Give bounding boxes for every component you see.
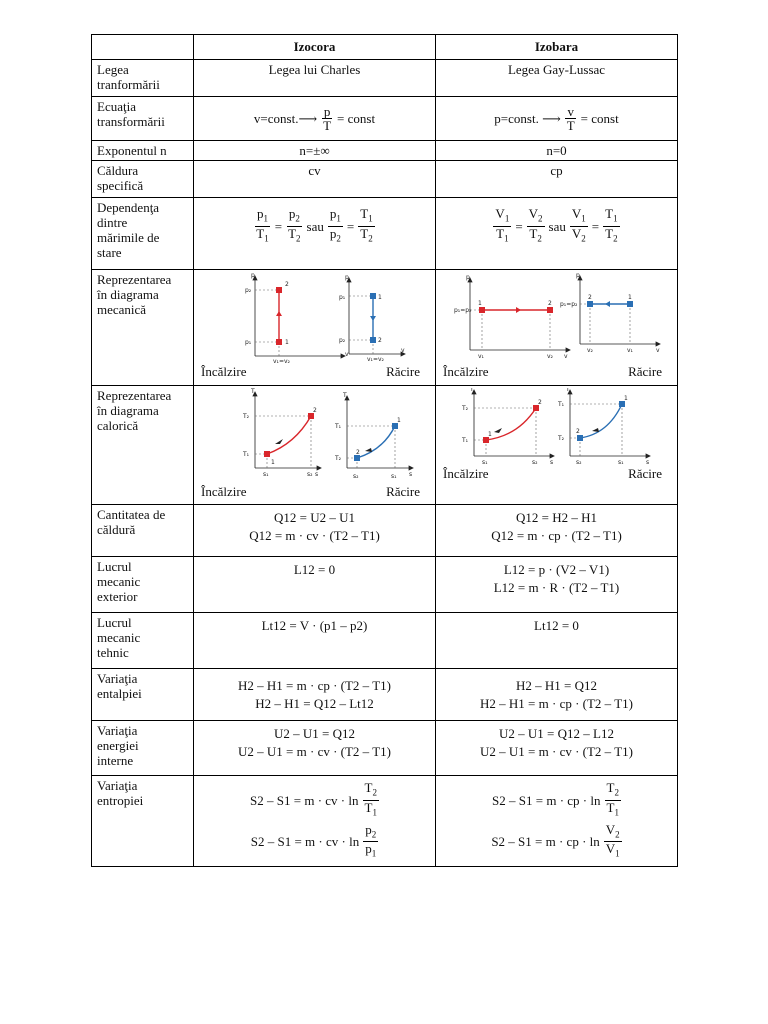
formula-line: L12 = p · (V2 – V1) — [503, 562, 610, 577]
svg-text:s: s — [314, 471, 318, 478]
label-ecuatia: Ecuaţia transformării — [92, 97, 194, 141]
svg-text:2: 2 — [587, 294, 592, 301]
label-entropie: Variaţia entropiei — [92, 776, 194, 867]
svg-text:T₁: T₁ — [242, 451, 249, 458]
svg-text:T₂: T₂ — [461, 405, 468, 412]
svg-text:T₂: T₂ — [557, 435, 564, 442]
label-lucrul-ext: Lucrul mecanic exterior — [92, 557, 194, 613]
svg-text:v₁: v₁ — [477, 353, 484, 360]
svg-text:1: 1 — [377, 294, 382, 301]
eq-den: T — [566, 118, 575, 133]
sau-word: sau — [548, 218, 566, 234]
svg-text:v₁=v₂: v₁=v₂ — [366, 356, 384, 363]
svg-text:T₁: T₁ — [461, 437, 468, 444]
row-caldura — [92, 161, 678, 198]
formula-line: Q12 = m · cv · (T2 – T1) — [249, 528, 380, 543]
row-energie — [92, 721, 678, 776]
svg-text:p₁=p₂: p₁=p₂ — [453, 307, 471, 314]
lucrul-teh-izocora — [194, 613, 436, 669]
formula-line: U2 – U1 = Q12 — [274, 726, 355, 741]
svg-text:T₁: T₁ — [557, 401, 564, 408]
dependenta-izocora: $p_1$ $T_1$ = $p_2$ $T_2$ sau $p_1$ $p_2$ = $T_1$ $T_2$ — [194, 198, 436, 270]
row-lucrul-teh — [92, 613, 678, 669]
formula-line: U2 – U1 = m · cv · (T2 – T1) — [238, 744, 391, 759]
svg-text:s₁: s₁ — [617, 459, 624, 466]
caption-heat: Încălzire — [443, 466, 489, 481]
lucrul-ext-izocora — [194, 557, 436, 613]
svg-text:v₁: v₁ — [626, 347, 633, 354]
label-caldura: Căldura specifică — [92, 161, 194, 198]
mecanica-izocora — [194, 270, 436, 386]
formula-line: Q12 = U2 – U1 — [274, 510, 355, 525]
dependenta-izobara: $V_1$ $T_1$ = $V_2$ $T_2$ sau $V_1$ $V_2$ = $T_1$ $T_2$ — [436, 198, 678, 270]
entropy-lhs: S2 – S1 = m · cp · ln — [492, 792, 601, 808]
svg-text:2: 2 — [537, 399, 542, 406]
ts-diagram-izochoric — [215, 388, 415, 484]
cantitatea-izocora — [194, 505, 436, 557]
entropie-izocora: S2 – S1 = m · cv · ln $T_2$ $T_1$ S2 – S1 = m · cv · ln $p_2$ $p_1$ — [194, 776, 436, 867]
formula-line: Lt12 = V · (p1 – p2) — [261, 618, 368, 633]
formula-line: Lt12 = 0 — [534, 618, 579, 633]
svg-text:T: T — [469, 388, 474, 393]
svg-text:1: 1 — [396, 417, 401, 424]
eq-den: T — [323, 118, 332, 133]
formula-line: H2 – H1 = Q12 — [516, 678, 597, 693]
svg-text:s: s — [408, 471, 412, 478]
row-entalpie — [92, 669, 678, 721]
caldura-izocora: cv — [194, 161, 436, 198]
entropie-izobara: S2 – S1 = m · cp · ln $T_2$ $T_1$ S2 – S1 = m · cp · ln $V_2$ $V_1$ — [436, 776, 678, 867]
label-entalpie: Variaţia entalpiei — [92, 669, 194, 721]
svg-text:T₂: T₂ — [242, 413, 249, 420]
label-mecanica: Reprezentarea în diagrama mecanică — [92, 270, 194, 386]
label-dependenta: Dependenţa dintre mărimile de stare — [92, 198, 194, 270]
svg-text:p: p — [344, 274, 349, 281]
row-lege — [92, 60, 678, 97]
pv-diagram-izochoric — [215, 272, 415, 364]
svg-text:p₁: p₁ — [338, 294, 345, 301]
entropy-lhs: S2 – S1 = m · cp · ln — [491, 834, 600, 850]
caption-heat: Încălzire — [201, 484, 247, 499]
row-cantitatea — [92, 505, 678, 557]
label-exponent: Exponentul n — [92, 141, 194, 161]
formula-line: H2 – H1 = Q12 – Lt12 — [255, 696, 374, 711]
svg-text:v: v — [344, 351, 349, 358]
row-lucrul-ext — [92, 557, 678, 613]
row-dependenta — [92, 198, 678, 270]
cantitatea-izobara — [436, 505, 678, 557]
svg-text:s₂: s₂ — [352, 473, 359, 480]
svg-text:2: 2 — [355, 449, 360, 456]
pv-diagram-isobaric — [452, 272, 662, 364]
svg-text:p₁: p₁ — [244, 339, 251, 346]
eq-pre: v=const.⟶ — [253, 111, 318, 126]
svg-text:s₂: s₂ — [531, 459, 538, 466]
svg-text:v₂: v₂ — [546, 353, 553, 360]
svg-text:p: p — [575, 272, 580, 279]
calorica-izocora — [194, 386, 436, 505]
svg-text:v₁=v₂: v₁=v₂ — [272, 358, 290, 364]
svg-text:v₂: v₂ — [586, 347, 593, 354]
lucrul-ext-izobara — [436, 557, 678, 613]
label-lege: Legea tranformării — [92, 60, 194, 97]
lege-izocora: Legea lui Charles — [194, 60, 436, 97]
row-calorica — [92, 386, 678, 505]
thermo-table — [91, 34, 678, 867]
header-empty — [92, 35, 194, 60]
label-calorica: Reprezentarea în diagrama calorică — [92, 386, 194, 505]
svg-text:s₁: s₁ — [481, 459, 488, 466]
row-ecuatia — [92, 97, 678, 141]
svg-text:T: T — [342, 392, 347, 399]
svg-text:s₁: s₁ — [262, 471, 269, 478]
svg-text:s: s — [549, 459, 553, 466]
eq-pre: p=const. ⟶ — [494, 111, 561, 126]
exponent-izocora: n=±∞ — [194, 141, 436, 161]
ecuatia-izobara — [436, 97, 678, 141]
header-row — [92, 35, 678, 60]
caption-heat: Încălzire — [443, 364, 489, 379]
svg-text:T: T — [250, 388, 255, 395]
svg-text:2: 2 — [547, 300, 552, 307]
ecuatia-izocora — [194, 97, 436, 141]
label-energie: Variaţia energiei interne — [92, 721, 194, 776]
row-mecanica — [92, 270, 678, 386]
ts-diagram-isobaric — [452, 388, 662, 466]
caption-cool: Răcire — [386, 364, 420, 379]
svg-text:T: T — [565, 388, 570, 393]
svg-text:2: 2 — [312, 407, 317, 414]
svg-text:1: 1 — [487, 431, 492, 438]
svg-text:v: v — [655, 347, 660, 354]
energie-izobara — [436, 721, 678, 776]
formula-line: U2 – U1 = m · cv · (T2 – T1) — [480, 744, 633, 759]
entalpie-izocora — [194, 669, 436, 721]
energie-izocora — [194, 721, 436, 776]
caldura-izobara: cp — [436, 161, 678, 198]
exponent-izobara: n=0 — [436, 141, 678, 161]
svg-text:2: 2 — [284, 281, 289, 288]
sau-word: sau — [306, 218, 324, 234]
svg-text:p: p — [465, 274, 470, 281]
svg-text:p₁=p₂: p₁=p₂ — [559, 301, 577, 308]
entropy-lhs: S2 – S1 = m · cv · ln — [250, 834, 360, 850]
entropy-lhs: S2 – S1 = m · cv · ln — [250, 792, 359, 808]
eq-num: v — [567, 104, 574, 119]
svg-text:2: 2 — [377, 337, 382, 344]
lege-izobara: Legea Gay-Lussac — [436, 60, 678, 97]
eq-post: = const — [580, 111, 619, 126]
svg-text:p: p — [250, 272, 255, 279]
calorica-izobara — [436, 386, 678, 505]
entalpie-izobara — [436, 669, 678, 721]
formula-line: H2 – H1 = m · cp · (T2 – T1) — [480, 696, 633, 711]
eq-num: p — [323, 104, 331, 119]
caption-cool: Răcire — [386, 484, 420, 499]
svg-text:T₂: T₂ — [334, 455, 341, 462]
caption-heat: Încălzire — [201, 364, 247, 379]
row-entropie — [92, 776, 678, 867]
caption-cool: Răcire — [628, 364, 662, 379]
svg-text:1: 1 — [284, 339, 289, 346]
svg-text:s: s — [645, 459, 649, 466]
svg-text:1: 1 — [270, 459, 275, 466]
mecanica-izobara — [436, 270, 678, 386]
formula-line: H2 – H1 = m · cp · (T2 – T1) — [238, 678, 391, 693]
label-lucrul-teh: Lucrul mecanic tehnic — [92, 613, 194, 669]
eq-post: = const — [337, 111, 376, 126]
svg-text:1: 1 — [623, 395, 628, 402]
lucrul-teh-izobara — [436, 613, 678, 669]
svg-text:1: 1 — [627, 294, 632, 301]
svg-text:p₂: p₂ — [338, 337, 345, 344]
svg-text:T₁: T₁ — [334, 423, 341, 430]
formula-line: L12 = m · R · (T2 – T1) — [493, 580, 620, 595]
svg-text:v: v — [563, 353, 568, 360]
caption-cool: Răcire — [628, 466, 662, 481]
header-izobara: Izobara — [436, 35, 678, 60]
svg-text:2: 2 — [575, 428, 580, 435]
row-exponent — [92, 141, 678, 161]
svg-text:s₂: s₂ — [306, 471, 313, 478]
svg-text:1: 1 — [477, 300, 482, 307]
header-izocora: Izocora — [194, 35, 436, 60]
svg-text:s₂: s₂ — [575, 459, 582, 466]
svg-text:s₁: s₁ — [390, 473, 397, 480]
label-cantitatea: Cantitatea de căldură — [92, 505, 194, 557]
formula-line: Q12 = m · cp · (T2 – T1) — [491, 528, 622, 543]
svg-text:p₂: p₂ — [244, 287, 251, 294]
formula-line: U2 – U1 = Q12 – L12 — [499, 726, 614, 741]
formula-line: Q12 = H2 – H1 — [516, 510, 597, 525]
formula-line: L12 = 0 — [293, 562, 336, 577]
svg-text:v: v — [400, 347, 405, 354]
